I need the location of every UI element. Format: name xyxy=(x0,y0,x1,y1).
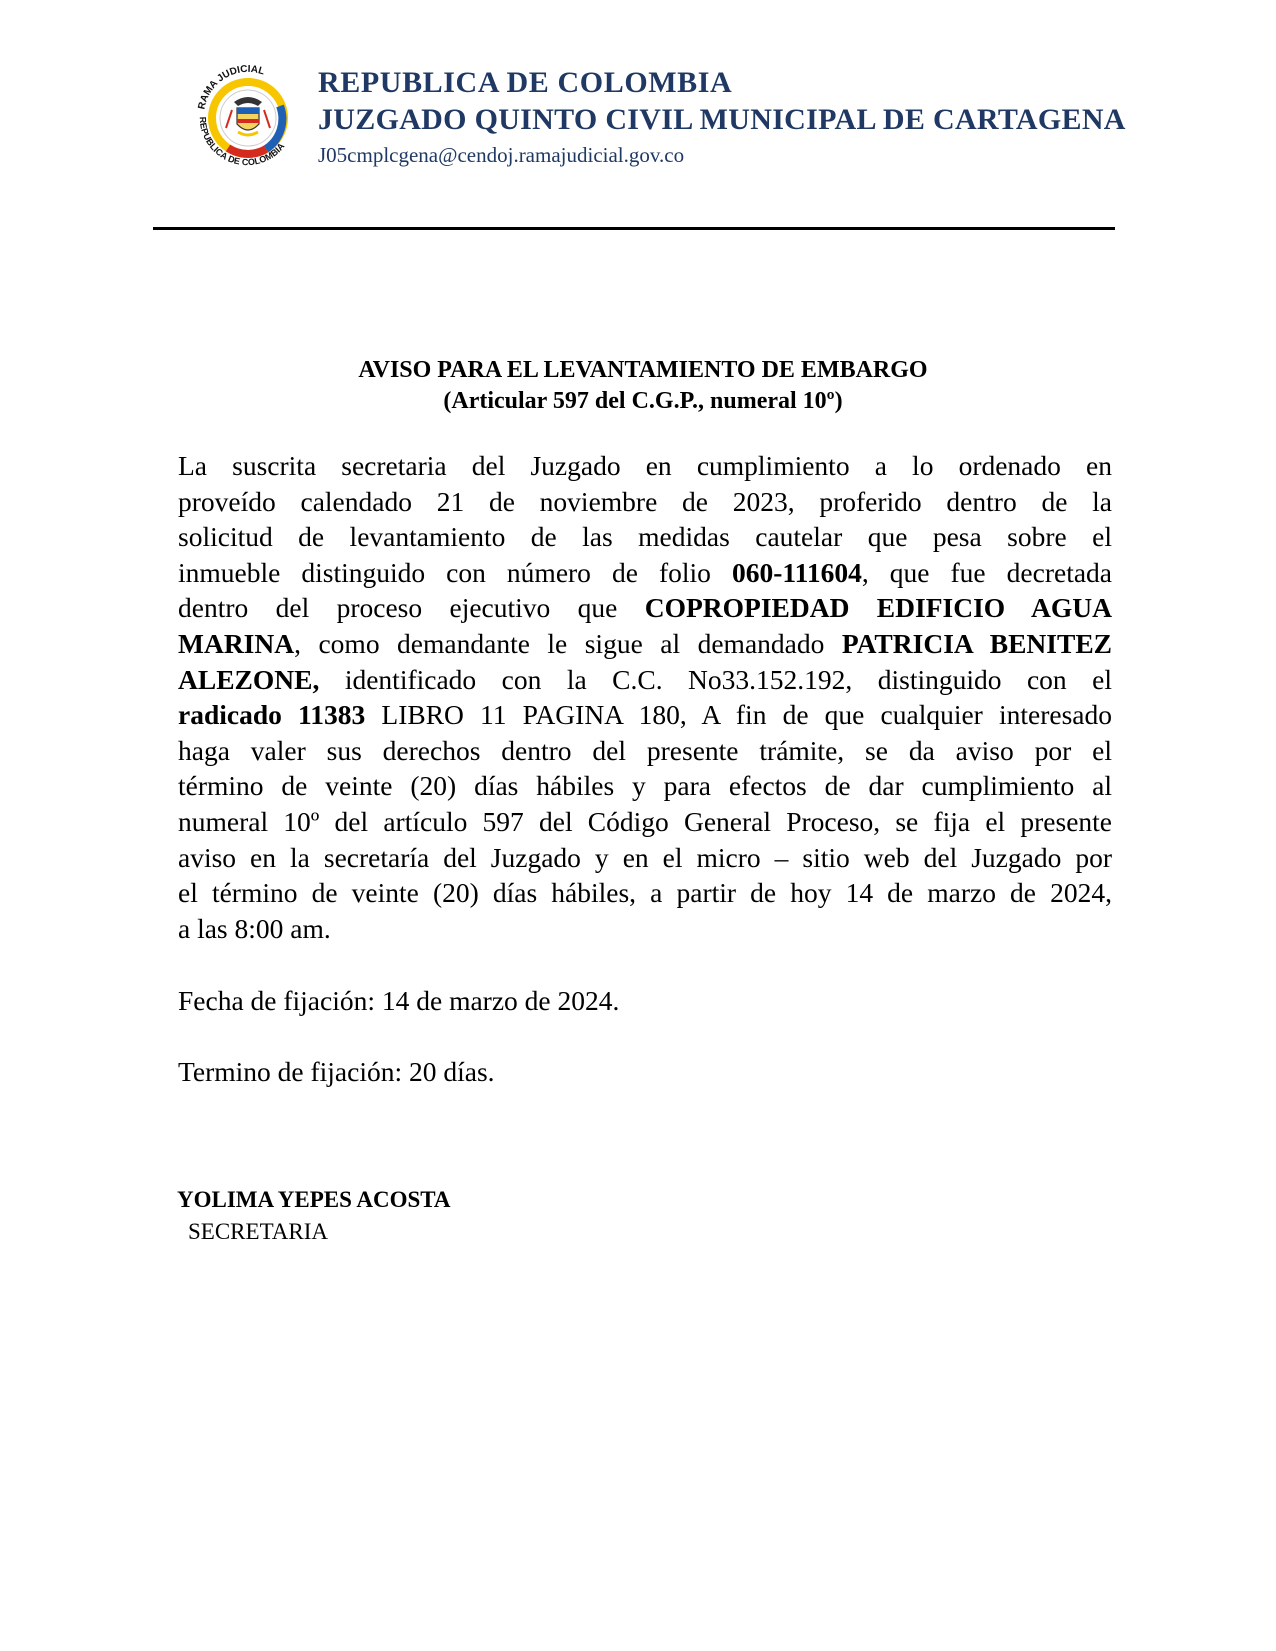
body-line: La suscrita secretaria del Juzgado en cumplimiento a lo ordenado en xyxy=(178,450,1112,481)
body-text: inmueble distinguido con número de folio xyxy=(178,556,732,588)
document-title: AVISO PARA EL LEVANTAMIENTO DE EMBARGO xyxy=(358,357,928,383)
body-line: numeral 10º del artículo 597 del Código General Proceso, se fija el presente xyxy=(178,805,1112,837)
body-text: , que fue decretada xyxy=(861,556,1112,588)
seal-text-bottom: REPUBLICA DE COLOMBIA xyxy=(197,116,287,168)
header-court-name: JUZGADO QUINTO CIVIL MUNICIPAL DE CARTAGENA xyxy=(318,103,1126,136)
plaintiff-name: COPROPIEDAD EDIFICIO AGUA xyxy=(644,592,1112,624)
rama-judicial-seal-logo xyxy=(188,56,306,174)
body-line: solicitud de levantamiento de las medidas cautelar que pesa sobre el xyxy=(178,521,1112,553)
posting-date: Fecha de fijación: 14 de marzo de 2024. xyxy=(178,985,620,1016)
body-text: LIBRO 11 PAGINA 180, A fin de que cualquier interesado xyxy=(365,699,1112,731)
body-line: el término de veinte (20) días hábiles, a partir de hoy 14 de marzo de 2024, xyxy=(178,877,1112,909)
body-line: proveído calendado 21 de noviembre de 2023, proferido dentro de la xyxy=(178,485,1112,517)
signer-name: YOLIMA YEPES ACOSTA xyxy=(177,1187,451,1212)
body-line: a las 8:00 am. xyxy=(178,912,331,944)
case-number: radicado 11383 xyxy=(178,699,366,731)
posting-term: Termino de fijación: 20 días. xyxy=(178,1056,495,1087)
defendant-name: PATRICIA BENITEZ xyxy=(841,627,1113,659)
notice-body xyxy=(178,448,1112,946)
defendant-name-cont: ALEZONE, xyxy=(178,663,320,695)
folio-number: 060-111604 xyxy=(731,556,862,588)
header-country: REPUBLICA DE COLOMBIA xyxy=(318,66,733,99)
seal-text-top: RAMA JUDICIAL xyxy=(196,63,266,111)
header-divider xyxy=(153,227,1115,230)
plaintiff-name-cont: MARINA xyxy=(178,627,295,659)
body-line xyxy=(178,626,1112,662)
body-line xyxy=(178,590,1112,626)
body-text: , como demandante le sigue al demandado xyxy=(294,627,842,659)
body-line xyxy=(178,662,1112,698)
body-line: haga valer sus derechos dentro del presente trámite, se da aviso por el xyxy=(178,734,1112,766)
body-line: término de veinte (20) días hábiles y para efectos de dar cumplimiento al xyxy=(178,770,1112,802)
body-line: aviso en la secretaría del Juzgado y en el micro – sitio web del Juzgado por xyxy=(178,841,1112,873)
body-line xyxy=(178,555,1112,591)
signer-role: SECRETARIA xyxy=(188,1219,328,1244)
body-text: identificado con la C.C. No33.152.192, distinguido con el xyxy=(319,663,1112,695)
body-text: dentro del proceso ejecutivo que xyxy=(178,592,645,624)
body-line xyxy=(178,697,1112,733)
court-email-link[interactable]: J05cmplcgena@cendoj.ramajudicial.gov.co xyxy=(318,143,685,167)
document-subtitle: (Articular 597 del C.G.P., numeral 10º) xyxy=(443,388,843,414)
